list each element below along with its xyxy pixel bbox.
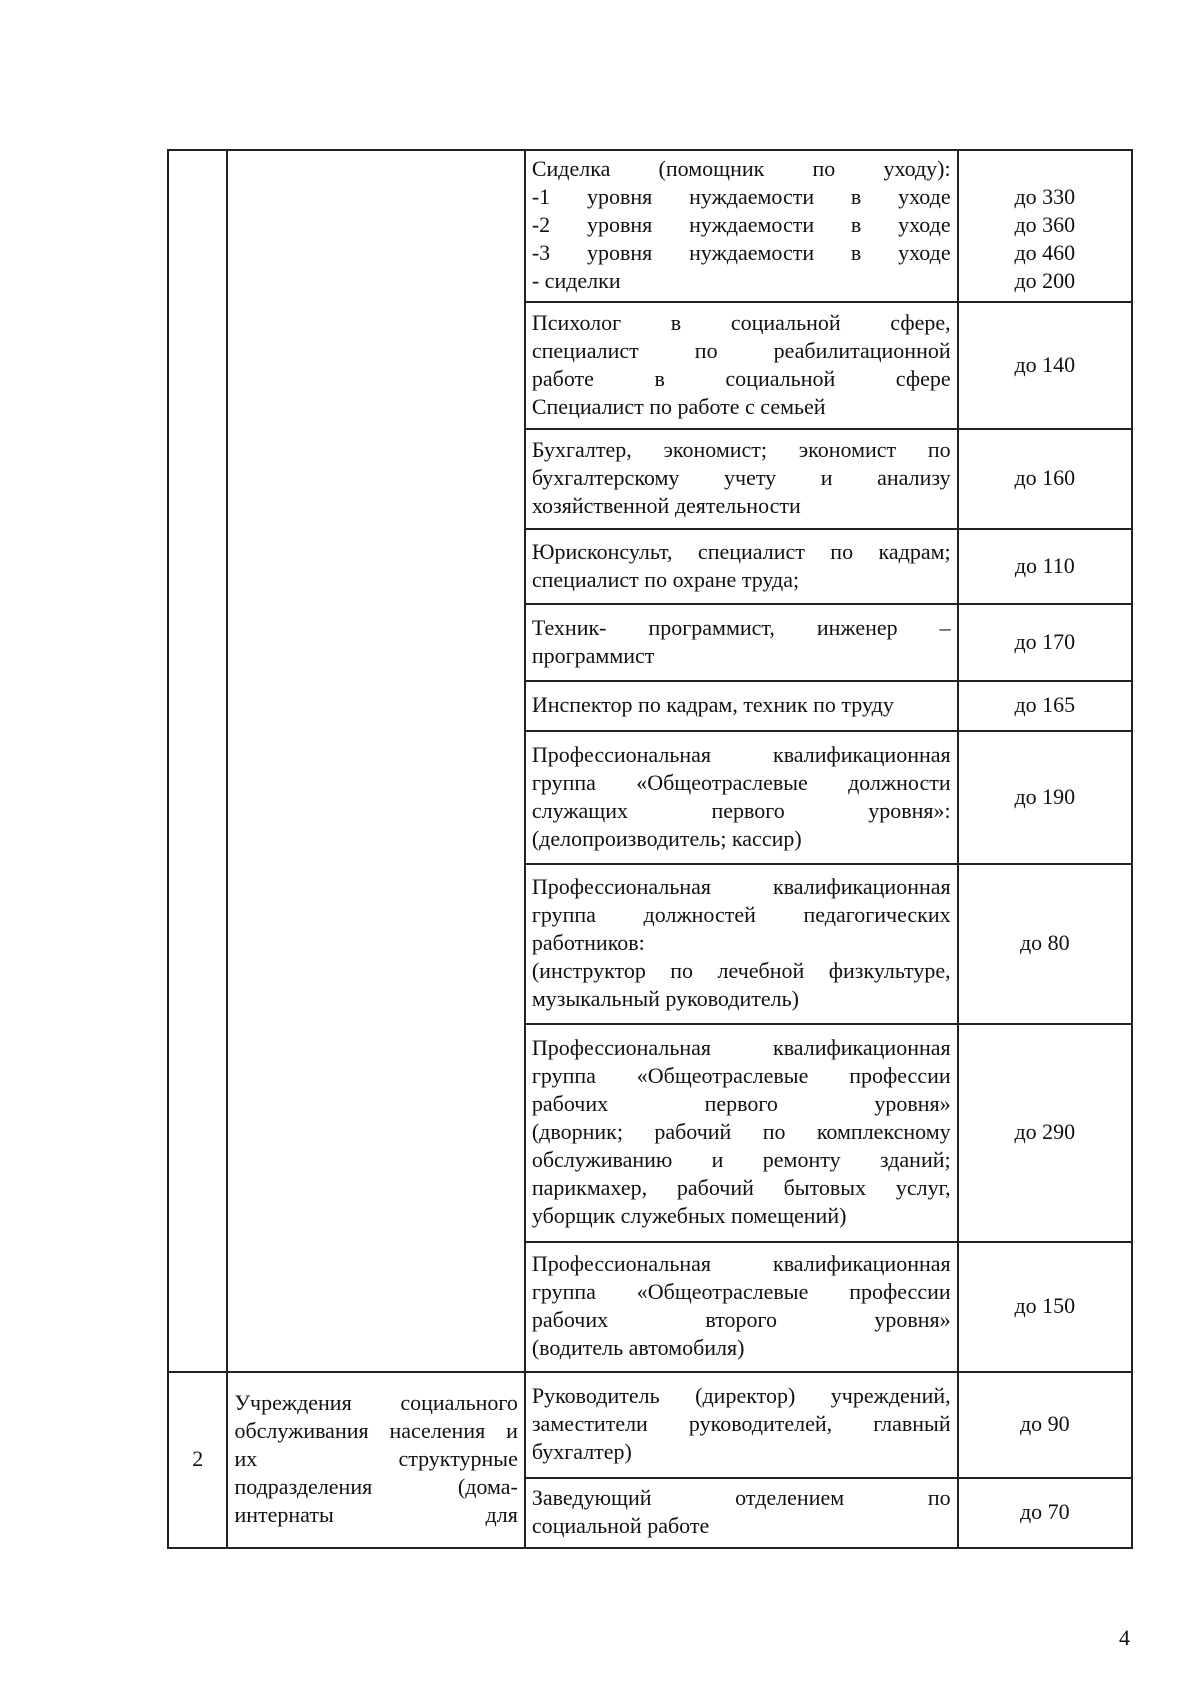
position-text-line: Профессиональная квалификационная: [531, 1251, 951, 1276]
position-cell: [525, 529, 958, 604]
salary-value: до 290: [1014, 1119, 1076, 1144]
position-text-line: - сиделки: [531, 268, 621, 293]
salary-value: до 360: [1014, 212, 1076, 237]
salary-value: до 190: [1014, 783, 1076, 809]
organization-cell: [227, 150, 524, 1372]
position-cell: [525, 731, 958, 864]
position-text-line: специалист по охране труда;: [531, 566, 800, 592]
position-text-line: обслуживанию и ремонту зданий;: [531, 1147, 951, 1172]
organization-text-line: Учреждения социального: [234, 1390, 518, 1415]
position-text-line: -1 уровня нуждаемости в уходе: [531, 184, 951, 209]
salary-value: до 110: [1014, 552, 1075, 578]
salary-value: до 140: [1014, 351, 1076, 377]
page-number: 4: [1119, 1625, 1130, 1650]
position-cell: [525, 429, 958, 529]
position-text-line: Сиделка (помощник по уходу):: [531, 156, 951, 181]
position-text-line: Специалист по работе с семьей: [531, 393, 826, 419]
position-text-line: работников:: [531, 930, 645, 955]
salary-cell: [958, 1478, 1132, 1548]
position-text-line: заместители руководителей, главный: [531, 1411, 951, 1436]
salary-cell: [958, 1372, 1132, 1478]
position-cell: [525, 681, 958, 731]
salary-value: до 160: [1014, 465, 1076, 490]
section-number-cell: [168, 150, 227, 1372]
position-cell: [525, 1024, 958, 1242]
salary-value: до 70: [1019, 1499, 1070, 1524]
table-row: [168, 1372, 1132, 1478]
salary-value: до 460: [1014, 240, 1076, 265]
position-text-line: Психолог в социальной сфере,: [531, 309, 951, 335]
position-text-line: Инспектор по кадрам, техник по труду: [531, 692, 894, 717]
position-text-line: группа должностей педагогических: [531, 902, 951, 927]
table-row: [168, 150, 1132, 302]
position-text-line: бухгалтерскому учету и анализу: [531, 465, 951, 490]
salary-cell: [958, 1024, 1132, 1242]
position-text-line: хозяйственной деятельности: [531, 493, 801, 518]
position-text-line: Профессиональная квалификационная: [531, 741, 951, 767]
organization-cell: [227, 1372, 524, 1548]
position-text-line: рабочих первого уровня»: [531, 1091, 951, 1116]
salary-cell: [958, 150, 1132, 302]
organization-text-line: обслуживания населения и: [234, 1418, 518, 1443]
position-text-line: работе в социальной сфере: [531, 365, 951, 391]
position-cell: [525, 864, 958, 1024]
position-cell: [525, 1372, 958, 1478]
salary-cell: [958, 1242, 1132, 1372]
position-text-line: социальной работе: [531, 1513, 710, 1538]
position-text-line: группа «Общеотраслевые профессии: [531, 1279, 951, 1304]
salary-value: до 165: [1014, 692, 1076, 717]
salary-cell: [958, 731, 1132, 864]
position-text-line: Заведующий отделением по: [531, 1485, 951, 1510]
position-cell: [525, 1242, 958, 1372]
position-text-line: (дворник; рабочий по комплексному: [531, 1119, 951, 1144]
position-text-line: группа «Общеотраслевые профессии: [531, 1063, 951, 1088]
position-text-line: парикмахер, рабочий бытовых услуг,: [531, 1175, 951, 1200]
salary-value: до 170: [1014, 628, 1076, 654]
position-cell: [525, 604, 958, 681]
position-text-line: бухгалтер): [531, 1439, 632, 1464]
position-text-line: Бухгалтер, экономист; экономист по: [531, 437, 951, 462]
position-text-line: Профессиональная квалификационная: [531, 1035, 951, 1060]
position-text-line: рабочих второго уровня»: [531, 1307, 951, 1332]
position-text-line: уборщик служебных помещений): [531, 1203, 847, 1228]
salary-cell: [958, 529, 1132, 604]
position-text-line: Профессиональная квалификационная: [531, 874, 951, 899]
position-cell: [525, 302, 958, 429]
position-text-line: (водитель автомобиля): [531, 1335, 745, 1360]
position-text-line: -2 уровня нуждаемости в уходе: [531, 212, 951, 237]
position-text-line: Техник- программист, инженер –: [531, 614, 951, 640]
salary-table: [167, 149, 1133, 1549]
position-text-line: служащих первого уровня»:: [531, 797, 951, 823]
organization-text-line: их структурные: [234, 1446, 518, 1471]
section-number: 2: [192, 1446, 204, 1471]
organization-text-line: интернаты для: [234, 1502, 518, 1527]
position-text-line: (инструктор по лечебной физкультуре,: [531, 958, 951, 983]
position-text-line: музыкальный руководитель): [531, 986, 799, 1011]
position-text-line: Руководитель (директор) учреждений,: [531, 1383, 951, 1408]
salary-table-body: [168, 150, 1132, 1548]
position-text-line: программист: [531, 642, 655, 668]
salary-cell: [958, 604, 1132, 681]
section-number-cell: [168, 1372, 227, 1548]
salary-value: до 90: [1019, 1411, 1070, 1436]
position-text-line: -3 уровня нуждаемости в уходе: [531, 240, 951, 265]
salary-value: до 150: [1014, 1293, 1076, 1318]
organization-text-line: подразделения (дома-: [234, 1474, 518, 1499]
position-text-line: группа «Общеотраслевые должности: [531, 769, 951, 795]
salary-cell: [958, 429, 1132, 529]
salary-value: до 80: [1019, 930, 1070, 955]
salary-value: до 200: [1014, 268, 1076, 293]
salary-cell: [958, 681, 1132, 731]
position-text-line: специалист по реабилитационной: [531, 337, 951, 363]
salary-cell: [958, 864, 1132, 1024]
salary-cell: [958, 302, 1132, 429]
position-cell: [525, 150, 958, 302]
salary-value: до 330: [1014, 184, 1076, 209]
position-text-line: (делопроизводитель; кассир): [531, 825, 802, 851]
position-cell: [525, 1478, 958, 1548]
position-text-line: Юрисконсульт, специалист по кадрам;: [531, 538, 951, 564]
